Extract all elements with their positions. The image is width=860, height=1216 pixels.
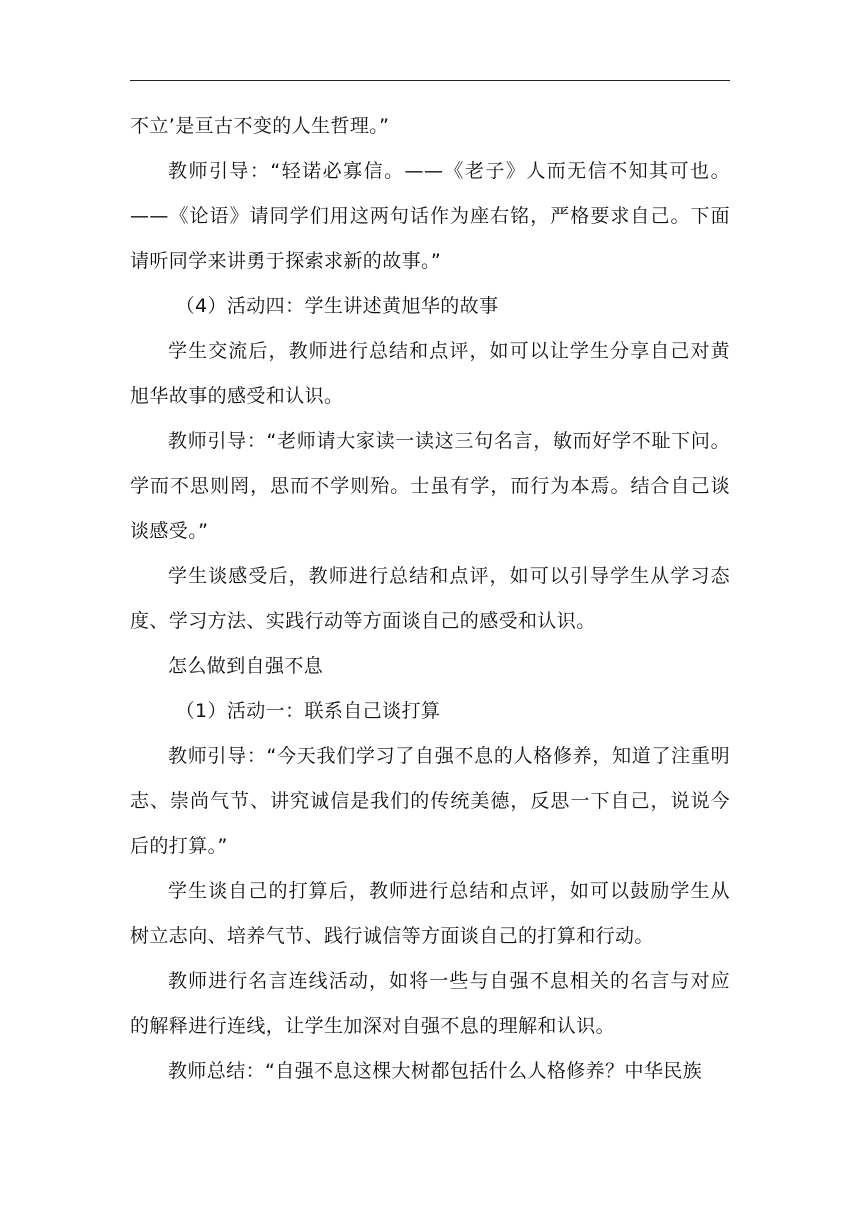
paragraph-1: 不立’是亘古不变的人生哲理。” [130,115,390,137]
paragraph-6: 学生谈感受后，教师进行总结和点评，如可以引导学生从学习态度、学习方法、实践行动等方面谈自己的感受和认识。 [130,565,730,632]
paragraph-11: 教师进行名言连线活动，如将一些与自强不息相关的名言与对应的解释进行连线，让学生加深对自强不息的理解和认识。 [130,970,730,1037]
paragraph-12: 教师总结：“自强不息这棵大树都包括什么人格修养？中华民族 [168,1060,703,1082]
header-rule [130,80,730,81]
paragraph-5: 教师引导：“老师请大家读一读这三句名言，敏而好学不耻下问。学而不思则罔，思而不学则殆。士虽有学，而行为本焉。结合自己谈谈感受。” [130,430,730,542]
paragraph-4: 学生交流后，教师进行总结和点评，如可以让学生分享自己对黄旭华故事的感受和认识。 [130,340,730,407]
paragraph-8-heading: （1）活动一：联系自己谈打算 [175,700,441,722]
paragraph-9: 教师引导：“今天我们学习了自强不息的人格修养，知道了注重明志、崇尚气节、讲究诚信是我们的传统美德，反思一下自己，说说今后的打算。” [130,745,730,857]
document-body [130,104,730,1094]
paragraph-10: 学生谈自己的打算后，教师进行总结和点评，如可以鼓励学生从树立志向、培养气节、践行诚信等方面谈自己的打算和行动。 [130,880,730,947]
paragraph-2: 教师引导：“轻诺必寡信。——《老子》人而无信不知其可也。——《论语》请同学们用这两句话作为座右铭，严格要求自己。下面请听同学来讲勇于探索求新的故事。” [130,160,730,272]
paragraph-7-heading: 怎么做到自强不息 [168,655,324,677]
paragraph-3-heading: （4）活动四：学生讲述黄旭华的故事 [175,295,499,317]
